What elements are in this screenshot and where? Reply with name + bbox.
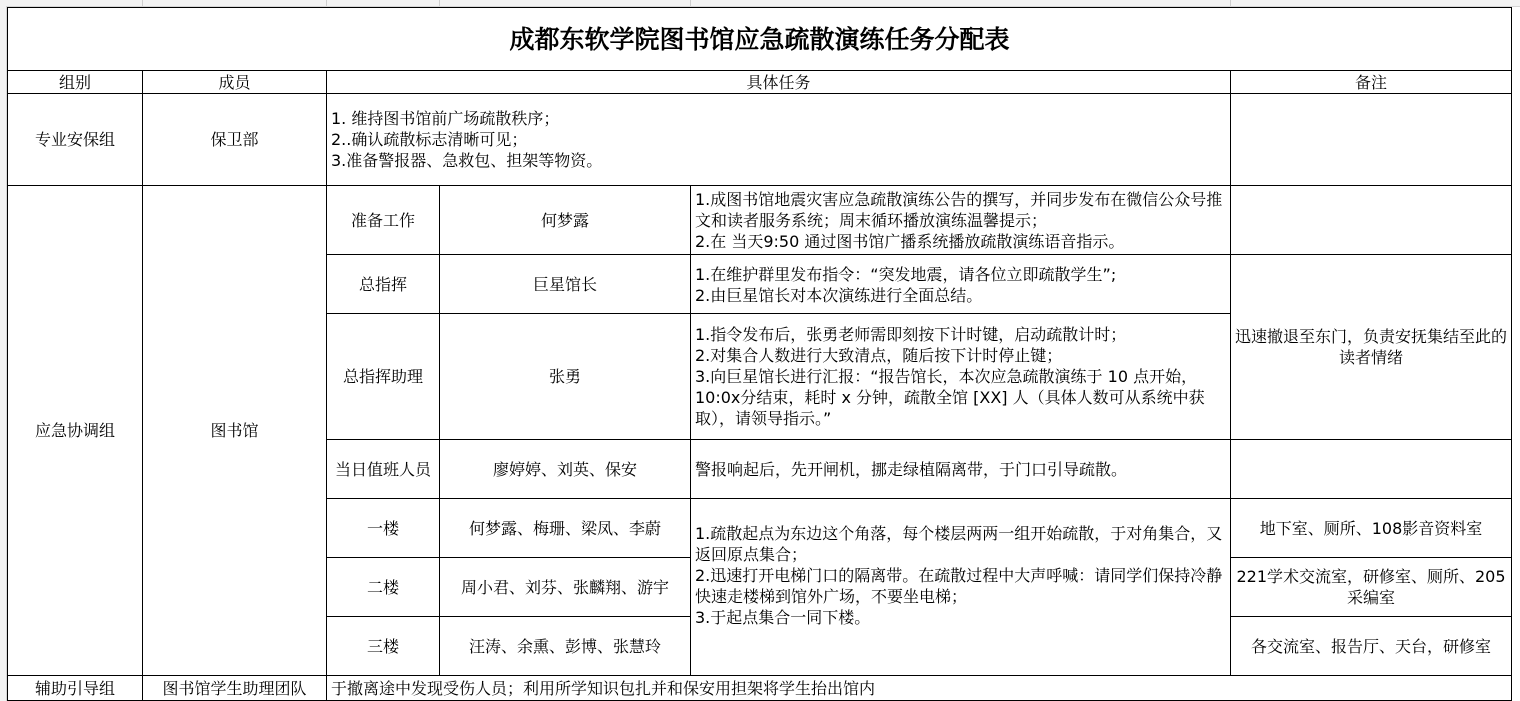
note-cell-floor2[interactable] bbox=[1231, 558, 1512, 617]
role-cell[interactable] bbox=[327, 440, 440, 499]
role-cell[interactable]: 三楼 bbox=[327, 617, 440, 676]
guide-task-cell[interactable]: 于撤离途中发现受伤人员；利用所学知识包扎并和保安用担架将学生抬出馆内 bbox=[327, 676, 1512, 701]
security-task-cell[interactable] bbox=[327, 94, 1231, 186]
person-cell[interactable]: 廖婷婷、刘英、保安 bbox=[440, 440, 691, 499]
task-cell[interactable] bbox=[691, 314, 1231, 440]
role-text: 当日值班人员 bbox=[334, 459, 431, 479]
person-cell[interactable]: 张勇 bbox=[440, 314, 691, 440]
header-members[interactable]: 成员 bbox=[143, 71, 327, 94]
emergency-members-cell[interactable]: 图书馆 bbox=[143, 186, 327, 676]
security-members-cell[interactable]: 保卫部 bbox=[143, 94, 327, 186]
task-text: 1.在维护群里发布指令：“突发地震，请各位立即疏散学生”; 2.由巨星馆长对本次演练进行全面总结。 bbox=[695, 265, 1117, 305]
floors-task-cell[interactable] bbox=[691, 499, 1231, 676]
guide-members-cell[interactable]: 图书馆学生助理团队 bbox=[143, 676, 327, 701]
spreadsheet-column-header[interactable] bbox=[0, 0, 1520, 7]
task-text: 1.指令发布后，张勇老师需即刻按下计时键，启动疏散计时； 2.对集合人数进行大致清点，随后按下计时停止键； 3.向巨星馆长进行汇报：“报告馆长，本次应急疏散演练于 10 点开始，10:0x分结束，耗时 x 分钟，疏散全馆 [XX] 人（具体人数可从系统中获取），请领导指示。” bbox=[695, 325, 1205, 428]
task-text: 1.成图书馆地震灾害应急疏散演练公告的撰写，并同步发布在微信公众号推文和读者服务系统；周末循环播放演练温馨提示； 2.在 当天9:50 通过图书馆广播系统播放疏散演练语音指示。 bbox=[695, 189, 1223, 251]
header-task[interactable]: 具体任务 bbox=[327, 71, 1231, 94]
note-command-text: 迅速撤退至东门，负责安抚集结至此的读者情绪 bbox=[1235, 327, 1508, 367]
note-cell-prep[interactable] bbox=[1231, 186, 1512, 255]
note-cell-floor1[interactable]: 地下室、厕所、108影音资料室 bbox=[1231, 499, 1512, 558]
note-cell-command[interactable] bbox=[1231, 255, 1512, 440]
role-cell[interactable]: 一楼 bbox=[327, 499, 440, 558]
security-group-cell[interactable]: 专业安保组 bbox=[7, 94, 143, 186]
person-cell[interactable]: 汪涛、余熏、彭博、张慧玲 bbox=[440, 617, 691, 676]
role-cell[interactable]: 二楼 bbox=[327, 558, 440, 617]
role-cell[interactable]: 总指挥助理 bbox=[327, 314, 440, 440]
security-note-cell[interactable] bbox=[1231, 94, 1512, 186]
header-group[interactable]: 组别 bbox=[7, 71, 143, 94]
task-cell[interactable] bbox=[691, 440, 1231, 499]
guide-group-cell[interactable]: 辅助引导组 bbox=[7, 676, 143, 701]
person-cell[interactable]: 何梦露 bbox=[440, 186, 691, 255]
role-cell[interactable]: 总指挥 bbox=[327, 255, 440, 314]
floors-task-text: 1.疏散起点为东边这个角落，每个楼层两两一组开始疏散，于对角集合，又返回原点集合； 2.迅速打开电梯门口的隔离带。在疏散过程中大声呼喊：请同学们保持冷静快速走楼梯到馆外广场，不要坐电梯； 3.于起点集合一同下楼。 bbox=[695, 523, 1223, 627]
note-cell-duty[interactable] bbox=[1231, 440, 1512, 499]
emergency-group-cell[interactable]: 应急协调组 bbox=[7, 186, 143, 676]
task-text: 警报响起后，先开闸机，挪走绿植隔离带，于门口引导疏散。 bbox=[695, 459, 1128, 479]
security-task-text: 1. 维持图书馆前广场疏散秩序； 2..确认疏散标志清晰可见； 3.准备警报器、急救包、担架等物资。 bbox=[331, 109, 603, 170]
person-cell[interactable]: 何梦露、梅珊、梁凤、李蔚 bbox=[440, 499, 691, 558]
person-cell[interactable]: 周小君、刘芬、张麟翔、游宇 bbox=[440, 558, 691, 617]
person-cell[interactable]: 巨星馆长 bbox=[440, 255, 691, 314]
table-title[interactable]: 成都东软学院图书馆应急疏散演练任务分配表 bbox=[7, 7, 1512, 71]
role-cell[interactable]: 准备工作 bbox=[327, 186, 440, 255]
header-note[interactable]: 备注 bbox=[1231, 71, 1512, 94]
note-floor2-text: 221学术交流室，研修室、厕所、205采编室 bbox=[1236, 567, 1506, 607]
spreadsheet-row-header[interactable] bbox=[0, 6, 7, 701]
note-cell-floor3[interactable]: 各交流室、报告厅、天台，研修室 bbox=[1231, 617, 1512, 676]
task-cell[interactable] bbox=[691, 255, 1231, 314]
task-cell[interactable] bbox=[691, 186, 1231, 255]
